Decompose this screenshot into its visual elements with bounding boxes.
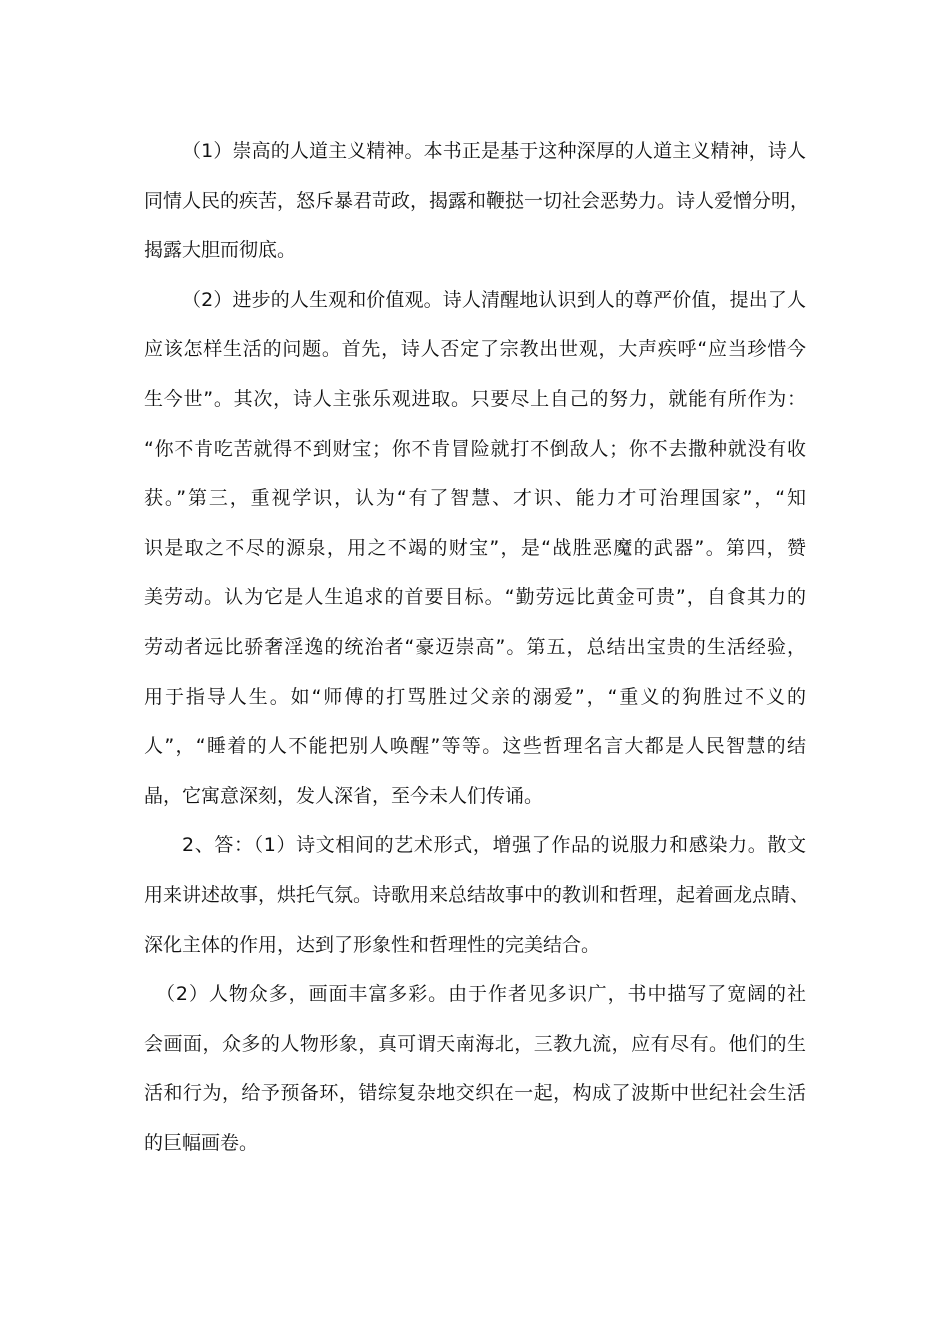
text-line: 活和行为，给予预备环，错综复杂地交织在一起，构成了波斯中世纪社会生活: [144, 1082, 806, 1105]
text-line: 识是取之不尽的源泉，用之不竭的财宝”，是“战胜恶魔的武器”。第四，赞: [144, 536, 806, 559]
text-line: 用来讲述故事，烘托气氛。诗歌用来总结故事中的教训和哲理，起着画龙点睛、: [144, 883, 810, 906]
text-line: 劳动者远比骄奢淫逸的统治者“豪迈崇高”。第五，总结出宝贵的生活经验，: [144, 635, 806, 658]
text-line: （2）进步的人生观和价值观。诗人清醒地认识到人的尊严价值，提出了人: [182, 288, 806, 311]
paragraph-answer-2: [144, 821, 810, 970]
document-body: [144, 127, 810, 1168]
text-line: 人”，“睡着的人不能把别人唤醒”等等。这些哲理名言大都是人民智慧的结: [144, 735, 806, 758]
text-line: 美劳动。认为它是人生追求的首要目标。“勤劳远比黄金可贵”，自食其力的: [144, 586, 806, 609]
text-line: 获。”第三，重视学识，认为“有了智慧、才识、能力才可治理国家”，“知: [144, 487, 806, 510]
paragraph-humanism: [144, 127, 810, 276]
text-line: 的巨幅画卷。: [144, 1131, 259, 1154]
text-line: 深化主体的作用，达到了形象性和哲理性的完美结合。: [144, 933, 601, 956]
text-line: 同情人民的疾苦，怒斥暴君苛政，揭露和鞭挞一切社会恶势力。诗人爱憎分明，: [144, 189, 810, 212]
paragraph-values: [144, 276, 806, 822]
text-line: 晶，它寓意深刻，发人深省，至今未人们传诵。: [144, 784, 544, 807]
text-line: “你不肯吃苦就得不到财宝；你不肯冒险就打不倒敌人；你不去撒种就没有收: [144, 437, 806, 460]
text-line: （2）人物众多，画面丰富多彩。由于作者见多识广，书中描写了宽阔的社: [156, 983, 806, 1006]
text-line: 2、答：（1）诗文相间的艺术形式，增强了作品的说服力和感染力。散文: [182, 834, 806, 857]
text-line: 揭露大胆而彻底。: [144, 239, 297, 262]
text-line: 应该怎样生活的问题。首先，诗人否定了宗教出世观，大声疾呼“应当珍惜今: [144, 338, 806, 361]
text-line: 生今世”。其次，诗人主张乐观进取。只要尽上自己的努力，就能有所作为：: [144, 387, 806, 410]
text-line: （1）崇高的人道主义精神。本书正是基于这种深厚的人道主义精神，诗人: [182, 140, 806, 162]
paragraph-characters: [144, 970, 806, 1168]
text-line: 会画面，众多的人物形象，真可谓天南海北，三教九流，应有尽有。他们的生: [144, 1032, 806, 1055]
text-line: 用于指导人生。如“师傅的打骂胜过父亲的溺爱”，“重义的狗胜过不义的: [144, 685, 806, 708]
